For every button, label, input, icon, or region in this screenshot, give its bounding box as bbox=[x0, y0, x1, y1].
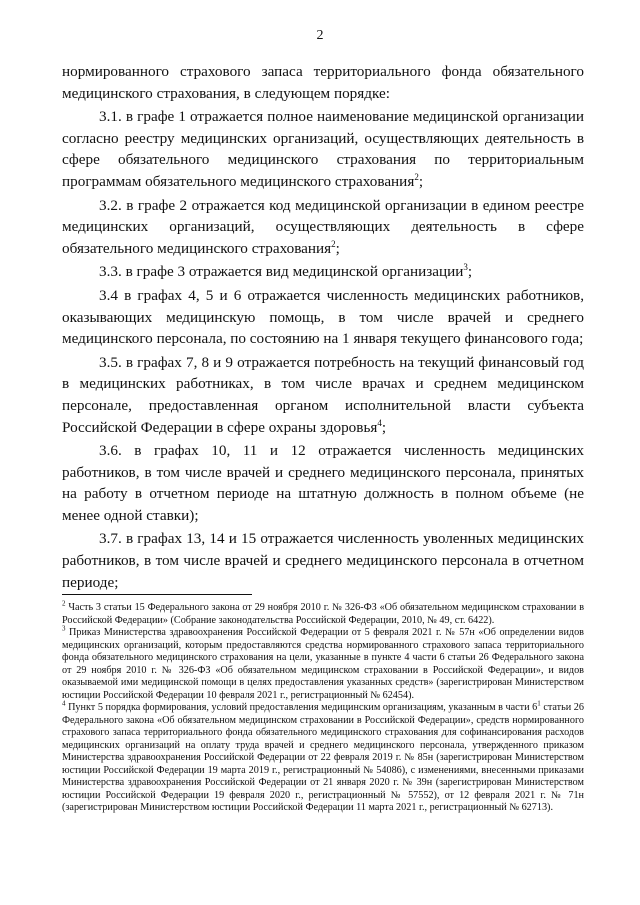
paragraph-3-1: 3.1. в графе 1 отражается полное наименование медицинской организации согласно реестру медицинских организаций, осуществляющих деятельность в сфере обязательного медицинского страхования по территориальным программам обязательного медицинского страхования$^2$; bbox=[62, 108, 584, 190]
footnote-ref: 2 bbox=[414, 171, 419, 182]
body-text bbox=[62, 61, 584, 593]
footnote-divider bbox=[62, 594, 252, 595]
paragraph-3-2: 3.2. в графе 2 отражается код медицинской организации в едином реестре медицинских организаций, осуществляющих деятельность в сфере обязательного медицинского страхования$^2$; bbox=[62, 196, 584, 257]
paragraph-intro: нормированного страхового запаса территориального фонда обязательного медицинского страхования, в следующем порядке: bbox=[62, 63, 584, 102]
footnote-ref: 3 bbox=[463, 262, 468, 273]
paragraph-3-3: 3.3. в графе 3 отражается вид медицинской организации$^3$; bbox=[99, 262, 473, 281]
paragraph-3-7: 3.7. в графах 13, 14 и 15 отражается численность уволенных медицинских работников, в том числе врачей и среднего медицинского персонала в отчетном периоде; bbox=[62, 530, 584, 591]
footnote-mark: 4 bbox=[62, 699, 66, 708]
paragraph-3-5: 3.5. в графах 7, 8 и 9 отражается потребность на текущий финансовый год в медицинских работниках, в том числе врачах и среднем медицинском персонале, предоставленная органом исполнительной власти субъекта Российской Федерации в сфере охраны здоровья$^4$; bbox=[62, 353, 584, 436]
footnote-mark: 2 bbox=[62, 599, 66, 608]
footnote-3: $^3$ Приказ Министерства здравоохранения Российской Федерации от 5 февраля 2021 г. № 57н «Об определении видов медицинских организаций, которым предоставляются средства нормированного страхового запаса территориального фонда обязательного медицинского страхования на цели, указанные в пункте 4 части 6 статьи 26 Федерального закона от 29 ноября 2010 г. № 326-ФЗ «Об обязательном медицинском страховании в Российской Федерации», и видов оказываемой ими медицинской помощи в целях предоставления указанных средств» (зарегистрирован Министерством юстиции Российской Федерации 10 февраля 2021 г., регистрационный № 62454). bbox=[62, 624, 584, 701]
footnote-2: $^2$ Часть 3 статьи 15 Федерального закона от 29 ноября 2010 г. № 326-ФЗ «Об обязательном медицинском страховании в Российской Федерации» (Собрание законодательства Российской Федерации, 2010, № 49, ст. 6422). bbox=[62, 599, 584, 626]
page-number: 2 bbox=[316, 28, 324, 43]
paragraph-3-6: 3.6. в графах 10, 11 и 12 отражается численность медицинских работников, в том числе врачей и среднего медицинского персонала, принятых на работу в отчетном периоде на штатную должность в полном объеме (не менее одной ставки); bbox=[62, 442, 584, 524]
footnote-mark: 3 bbox=[62, 624, 66, 633]
footnotes bbox=[62, 599, 584, 815]
paragraph-3-4: 3.4 в графах 4, 5 и 6 отражается численность медицинских работников, оказывающих медицинскую помощь, в том числе врачей и среднего медицинского персонала, по состоянию на 1 января текущего финансового года; bbox=[62, 286, 584, 348]
footnote-inner-sup: 1 bbox=[537, 699, 541, 708]
footnote-4: $^4$ Пункт 5 порядка формирования, условий предоставления медицинским организациям, указанным в части $6^1$ статьи 26 Федерального закона «Об обязательном медицинском страховании в Российской Федерации», средств нормированного страхового запаса территориального фонда обязательного медицинского страхования для софинансирования расходов медицинских организаций на оплату труда врачей и среднего медицинского персонала, утвержденного приказом Министерства здравоохранения Российской Федерации от 22 февраля 2019 г. № 85н (зарегистрирован Министерством юстиции Российской Федерации 19 марта 2019 г., регистрационный № 54086), с изменениями, внесенными приказами Министерства здравоохранения Российской Федерации от 21 января 2020 г. № 39н (зарегистрирован Министерством юстиции Российской Федерации 19 февраля 2020 г., регистрационный № 57552), от 12 февраля 2021 г. № 71н (зарегистрирован Министерством юстиции Российской Федерации 11 марта 2021 г., регистрационный № 62713). bbox=[62, 699, 584, 813]
footnote-ref: 4 bbox=[377, 417, 382, 428]
footnote-ref: 2 bbox=[331, 238, 336, 249]
